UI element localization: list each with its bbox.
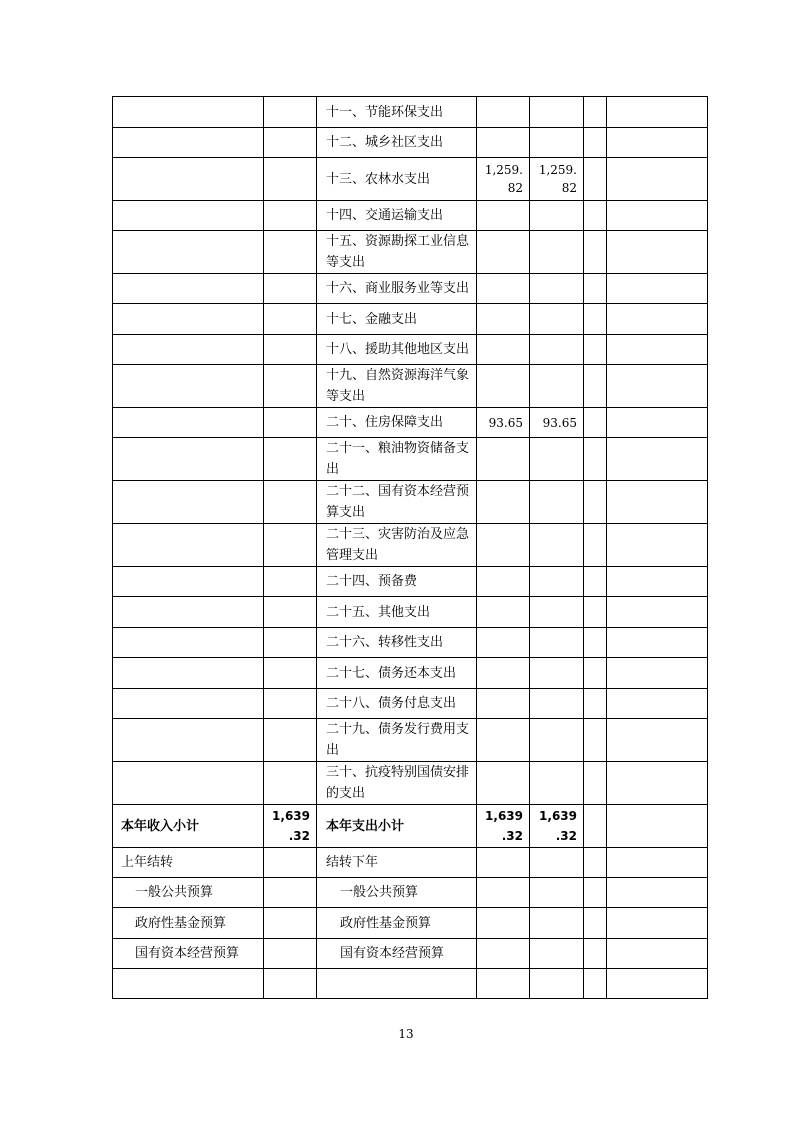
last-cell [607,567,708,597]
carryover-item-row [113,908,708,939]
income-amount-cell [264,969,317,999]
income-carryover-item: 政府性基金预算 [113,908,264,939]
table-row [113,201,708,231]
income-item-cell [113,231,264,274]
table-row [113,365,708,408]
income-amount-cell [264,128,317,158]
last-cell [607,304,708,335]
income-item-cell [113,719,264,762]
income-item-cell [113,97,264,128]
amount-2-cell [530,969,584,999]
amount-1-cell [477,438,530,481]
last-cell [607,408,708,438]
table-row [113,408,708,438]
amount-2-cell: 93.65 [530,408,584,438]
amount-2-cell [530,365,584,408]
expense-carryover-item: 国有资本经营预算 [317,939,477,969]
amount-2-cell [530,128,584,158]
income-item-cell [113,128,264,158]
narrow-cell [584,762,607,805]
amount-1-cell [477,878,530,908]
narrow-cell [584,201,607,231]
amount-1-cell [477,231,530,274]
table-row [113,762,708,805]
last-cell [607,908,708,939]
income-amount-cell [264,304,317,335]
last-cell [607,524,708,567]
income-item-cell [113,158,264,201]
narrow-cell [584,908,607,939]
income-amount-cell [264,335,317,365]
table-row [113,628,708,658]
expenditure-item-cell: 二十九、债务发行费用支 出 [317,719,477,762]
table-row [113,567,708,597]
narrow-cell [584,567,607,597]
income-amount-cell [264,908,317,939]
amount-1-cell [477,597,530,628]
expenditure-item-cell: 十六、商业服务业等支出 [317,274,477,304]
expenditure-item-cell: 三十、抗疫特别国债安排 的支出 [317,762,477,805]
income-amount-cell [264,762,317,805]
amount-2-cell [530,848,584,878]
expenditure-item-cell: 二十七、债务还本支出 [317,658,477,689]
table-row [113,304,708,335]
amount-2-cell [530,274,584,304]
expenditure-item-cell: 二十三、灾害防治及应急 管理支出 [317,524,477,567]
table-row [113,231,708,274]
amount-2-cell [530,304,584,335]
narrow-cell [584,231,607,274]
narrow-cell [584,274,607,304]
last-cell [607,689,708,719]
income-amount-cell [264,365,317,408]
amount-2-cell [530,908,584,939]
income-carryover-item: 一般公共预算 [113,878,264,908]
amount-1-cell [477,567,530,597]
narrow-cell [584,365,607,408]
expenditure-item-cell: 十九、自然资源海洋气象 等支出 [317,365,477,408]
amount-1-cell [477,628,530,658]
amount-1-cell: 1,259. 82 [477,158,530,201]
narrow-cell [584,689,607,719]
income-amount-cell [264,274,317,304]
amount-2-cell [530,878,584,908]
amount-2-cell [530,689,584,719]
income-amount-cell [264,438,317,481]
narrow-cell [584,97,607,128]
income-item-cell [113,408,264,438]
amount-1-cell [477,762,530,805]
expenditure-item-cell: 十一、节能环保支出 [317,97,477,128]
expense-carryover-label: 结转下年 [317,848,477,878]
table-row [113,438,708,481]
table-row [113,719,708,762]
narrow-cell [584,658,607,689]
last-cell [607,481,708,524]
last-cell [607,335,708,365]
income-item-cell [113,567,264,597]
amount-2-cell [530,762,584,805]
expenditure-item-cell: 十四、交通运输支出 [317,201,477,231]
income-carryover-item: 国有资本经营预算 [113,939,264,969]
amount-2-cell [530,231,584,274]
narrow-cell [584,524,607,567]
narrow-cell [584,158,607,201]
amount-1-cell [477,128,530,158]
narrow-cell [584,969,607,999]
income-item-cell [113,438,264,481]
last-cell [607,939,708,969]
income-subtotal-value: 1,639 .32 [264,805,317,848]
income-item-cell [113,304,264,335]
income-amount-cell [264,658,317,689]
amount-1-cell [477,481,530,524]
amount-1-cell [477,365,530,408]
income-carryover-label: 上年结转 [113,848,264,878]
income-amount-cell [264,848,317,878]
income-item-cell [113,335,264,365]
income-amount-cell [264,231,317,274]
table-row [113,481,708,524]
income-amount-cell [264,201,317,231]
narrow-cell [584,438,607,481]
empty-row [113,969,708,999]
income-item-cell [113,762,264,805]
last-cell [607,128,708,158]
last-cell [607,365,708,408]
amount-1-cell [477,97,530,128]
table-row [113,158,708,201]
table-row [113,524,708,567]
income-item-cell [113,201,264,231]
last-cell [607,438,708,481]
income-item-cell [113,689,264,719]
table-row [113,128,708,158]
income-item-cell [113,274,264,304]
narrow-cell [584,628,607,658]
table-row [113,658,708,689]
last-cell [607,878,708,908]
income-amount-cell [264,481,317,524]
amount-1-cell [477,908,530,939]
budget-table [112,96,708,999]
amount-1-cell [477,939,530,969]
expenditure-item-cell: 十五、资源勘探工业信息 等支出 [317,231,477,274]
amount-2-cell [530,438,584,481]
amount-2-cell [530,481,584,524]
table-row [113,274,708,304]
last-cell [607,97,708,128]
expenditure-item-cell: 二十六、转移性支出 [317,628,477,658]
last-cell [607,628,708,658]
amount-1-cell [477,274,530,304]
amount-2-cell [530,719,584,762]
income-amount-cell [264,97,317,128]
last-cell [607,231,708,274]
table-row [113,335,708,365]
expenditure-item-cell: 二十二、国有资本经营预 算支出 [317,481,477,524]
narrow-cell [584,335,607,365]
amount-1-cell [477,848,530,878]
amount-1-cell: 93.65 [477,408,530,438]
income-amount-cell [264,524,317,567]
expense-subtotal-amount-1: 1,639 .32 [477,805,530,848]
expense-carryover-item: 政府性基金预算 [317,908,477,939]
narrow-cell [584,128,607,158]
amount-2-cell [530,335,584,365]
carryover-row [113,848,708,878]
table-row [113,689,708,719]
amount-1-cell [477,658,530,689]
narrow-cell [584,939,607,969]
expenditure-item-cell: 二十五、其他支出 [317,597,477,628]
amount-2-cell [530,567,584,597]
last-cell [607,719,708,762]
last-cell [607,158,708,201]
income-amount-cell [264,597,317,628]
amount-2-cell: 1,259. 82 [530,158,584,201]
narrow-cell [584,304,607,335]
income-amount-cell [264,719,317,762]
amount-1-cell [477,719,530,762]
amount-1-cell [477,524,530,567]
income-item-cell [113,658,264,689]
income-item-cell [113,969,264,999]
narrow-cell [584,805,607,848]
last-cell [607,805,708,848]
amount-2-cell [530,658,584,689]
amount-1-cell [477,969,530,999]
expenditure-item-cell: 二十四、预备费 [317,567,477,597]
amount-2-cell [530,597,584,628]
income-item-cell [113,481,264,524]
subtotal-row [113,805,708,848]
expenditure-item-cell: 十二、城乡社区支出 [317,128,477,158]
last-cell [607,658,708,689]
carryover-item-row [113,939,708,969]
last-cell [607,274,708,304]
expense-subtotal-label: 本年支出小计 [317,805,477,848]
income-item-cell [113,597,264,628]
income-amount-cell [264,939,317,969]
amount-2-cell [530,939,584,969]
income-amount-cell [264,878,317,908]
narrow-cell [584,878,607,908]
last-cell [607,201,708,231]
amount-2-cell [530,628,584,658]
income-amount-cell [264,567,317,597]
last-cell [607,762,708,805]
income-amount-cell [264,408,317,438]
income-amount-cell [264,689,317,719]
income-amount-cell [264,628,317,658]
income-subtotal-label: 本年收入小计 [113,805,264,848]
amount-1-cell [477,304,530,335]
expenditure-item-cell: 二十八、债务付息支出 [317,689,477,719]
amount-2-cell [530,97,584,128]
narrow-cell [584,481,607,524]
last-cell [607,969,708,999]
expense-subtotal-amount-2: 1,639 .32 [530,805,584,848]
income-amount-cell [264,158,317,201]
amount-1-cell [477,201,530,231]
income-item-cell [113,365,264,408]
expenditure-item-cell: 十三、农林水支出 [317,158,477,201]
income-item-cell [113,628,264,658]
expenditure-item-cell [317,969,477,999]
income-item-cell [113,524,264,567]
amount-2-cell [530,524,584,567]
last-cell [607,597,708,628]
narrow-cell [584,597,607,628]
amount-2-cell [530,201,584,231]
expenditure-item-cell: 十八、援助其他地区支出 [317,335,477,365]
last-cell [607,848,708,878]
narrow-cell [584,719,607,762]
carryover-item-row [113,878,708,908]
amount-1-cell [477,689,530,719]
amount-1-cell [477,335,530,365]
expenditure-item-cell: 二十一、粮油物资储备支 出 [317,438,477,481]
narrow-cell [584,408,607,438]
narrow-cell [584,848,607,878]
table-row [113,97,708,128]
expenditure-item-cell: 十七、金融支出 [317,304,477,335]
expense-carryover-item: 一般公共预算 [317,878,477,908]
table-row [113,597,708,628]
expenditure-item-cell: 二十、住房保障支出 [317,408,477,438]
page-number: 13 [398,1027,414,1041]
